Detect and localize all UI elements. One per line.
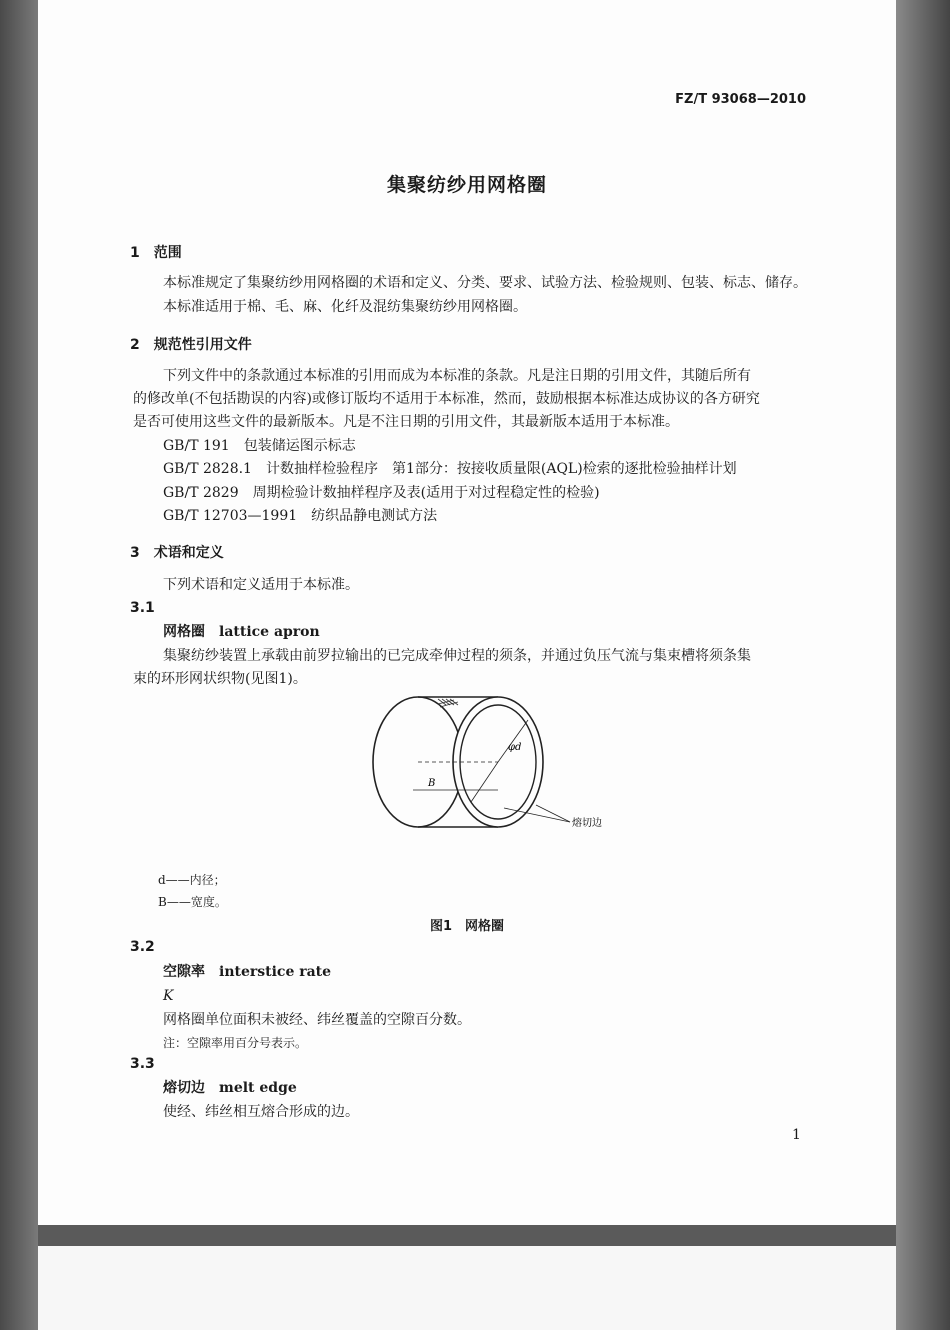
reference-item: GB/T 12703—1991 纺织品静电测试方法 — [163, 508, 438, 524]
figure-caption: 图1 网格圈 — [429, 919, 505, 934]
figure-legend-d: d——内径； — [158, 873, 226, 887]
section-2-intro-3: 是否可使用这些文件的最新版本。凡是不注日期的引用文件，其最新版本适用于本标准。 — [133, 414, 679, 430]
viewer-background-right — [896, 0, 950, 1330]
section-1-line-2: 本标准适用于棉、毛、麻、化纤及混纺集聚纺纱用网格圈。 — [163, 299, 527, 315]
section-1-heading: 1 范围 — [130, 245, 182, 261]
standard-code: FZ/T 93068—2010 — [675, 92, 806, 107]
width-label: B — [428, 778, 436, 789]
term-3-2-note: 注：空隙率用百分号表示。 — [163, 1036, 308, 1050]
section-2-heading: 2 规范性引用文件 — [130, 337, 252, 353]
term-3-1-number: 3.1 — [130, 600, 155, 616]
viewer-background-left — [0, 0, 38, 1330]
reference-item: GB/T 191 包装储运图示标志 — [163, 438, 356, 454]
melt-edge-leader — [536, 805, 570, 822]
term-3-1-title: 网格圈 lattice apron — [163, 624, 320, 640]
figure-legend-b: B——宽度。 — [158, 895, 227, 909]
term-3-3-number: 3.3 — [130, 1056, 155, 1072]
document-title: 集聚纺纱用网格圈 — [386, 174, 547, 196]
term-3-2-title: 空隙率 interstice rate — [163, 964, 332, 980]
term-3-3-title: 熔切边 melt edge — [163, 1080, 297, 1096]
section-2-intro-2: 的修改单(不包括勘误的内容)或修订版均不适用于本标准，然而，鼓励根据本标准达成协议的各方研究 — [133, 391, 760, 407]
document-page — [38, 0, 896, 1225]
next-page-preview — [38, 1246, 896, 1330]
reference-item: GB/T 2828.1 计数抽样检验程序 第1部分：按接收质量限(AQL)检索的逐批检验抽样计划 — [163, 461, 737, 477]
section-2-intro-1: 下列文件中的条款通过本标准的引用而成为本标准的条款。凡是注日期的引用文件，其随后所有 — [163, 368, 751, 384]
melt-edge-label: 熔切边 — [572, 818, 602, 829]
page-number: 1 — [792, 1127, 801, 1143]
section-3-intro: 下列术语和定义适用于本标准。 — [163, 577, 359, 593]
term-3-2-number: 3.2 — [130, 939, 155, 955]
lattice-apron-figure — [358, 690, 618, 840]
term-3-2-definition: 网格圈单位面积未被经、纬丝覆盖的空隙百分数。 — [163, 1012, 471, 1028]
section-3-heading: 3 术语和定义 — [130, 545, 224, 561]
term-3-1-definition-2: 束的环形网状织物(见图1)。 — [133, 671, 307, 687]
section-1-line-1: 本标准规定了集聚纺纱用网格圈的术语和定义、分类、要求、试验方法、检验规则、包装、标志、储存。 — [163, 275, 807, 291]
reference-item: GB/T 2829 周期检验计数抽样程序及表(适用于对过程稳定性的检验) — [163, 485, 600, 501]
term-3-2-symbol: K — [163, 988, 174, 1004]
term-3-1-definition-1: 集聚纺纱装置上承载由前罗拉输出的已完成牵伸过程的须条，并通过负压气流与集束槽将须条集 — [163, 648, 751, 664]
diameter-label: φd — [508, 742, 522, 753]
term-3-3-definition: 使经、纬丝相互熔合形成的边。 — [163, 1104, 359, 1120]
